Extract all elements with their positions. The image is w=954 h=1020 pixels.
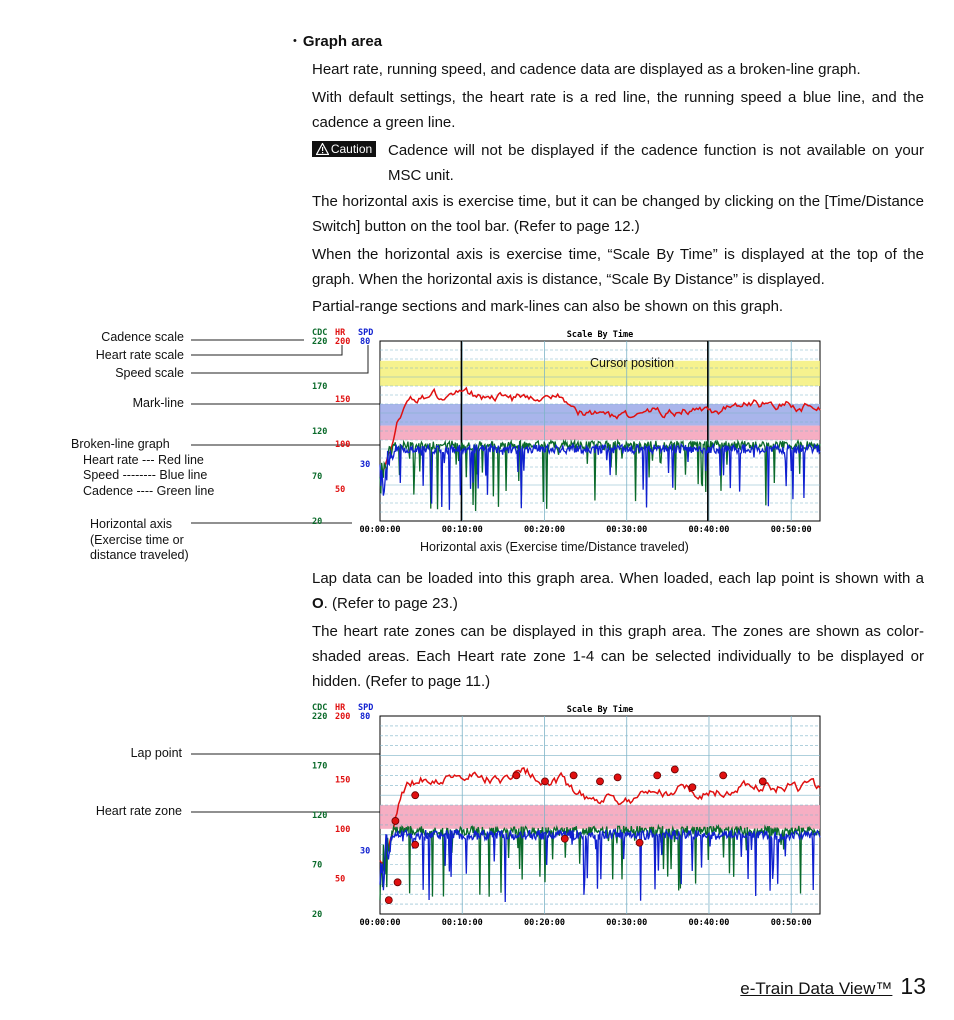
graph-title: Scale By Time bbox=[566, 705, 634, 715]
hr-tick: 50 bbox=[335, 874, 346, 885]
spd-tick: 80 bbox=[360, 337, 371, 347]
label-lap-point: Lap point bbox=[130, 746, 182, 760]
lap-point-8 bbox=[671, 766, 678, 773]
hr-tick: 100 bbox=[335, 440, 351, 450]
lap-point-13 bbox=[394, 879, 401, 886]
time-tick: 00:30:00 bbox=[606, 525, 648, 535]
lap-point-0 bbox=[392, 817, 399, 824]
label-cadence-scale: Cadence scale bbox=[101, 330, 184, 344]
graph-1 bbox=[308, 326, 824, 536]
spd-header: SPD bbox=[358, 328, 374, 338]
hr-tick: 150 bbox=[335, 775, 351, 786]
hr-header: HR bbox=[335, 328, 346, 338]
caution-text: Cadence will not be displayed if the cadence function is not available on your MSC unit. bbox=[388, 142, 924, 184]
graph-title: Scale By Time bbox=[566, 330, 634, 340]
hr-tick: 100 bbox=[335, 824, 351, 835]
page-number: 13 bbox=[900, 973, 926, 999]
label-horizontal-axis-note2: distance traveled) bbox=[90, 548, 189, 562]
paragraph-7: The heart rate zones can be displayed in this graph area. The zones are shown as color-shaded areas. Each Heart rate zone 1-4 can be selected individually to be displayed or hidden. (Refer to page 11.) bbox=[312, 623, 924, 690]
paragraph-6 bbox=[312, 566, 924, 616]
page-footer bbox=[740, 973, 926, 1000]
label-cursor-position: Cursor position bbox=[590, 356, 675, 370]
time-tick: 00:50:00 bbox=[770, 918, 812, 928]
paragraph-1: Heart rate, running speed, and cadence data are displayed as a broken-line graph. bbox=[312, 61, 861, 78]
paragraph-6b: . (Refer to page 23.) bbox=[323, 595, 458, 612]
label-hr-line: Heart rate --- Red line bbox=[83, 453, 204, 467]
paragraph-4: When the horizontal axis is exercise time, “Scale By Time” is displayed at the top of the graph. When the horizontal axis is distance, “Scale By Distance” is displayed. bbox=[312, 246, 924, 288]
cdc-tick: 70 bbox=[312, 860, 323, 871]
hr-header: HR bbox=[335, 703, 346, 713]
paragraph-5: Partial-range sections and mark-lines can also be shown on this graph. bbox=[312, 298, 784, 315]
label-heart-rate-zone: Heart rate zone bbox=[95, 804, 182, 818]
cdc-tick: 120 bbox=[312, 811, 328, 821]
zone-band-2 bbox=[380, 426, 820, 440]
figure1-caption: Horizontal axis (Exercise time/Distance traveled) bbox=[420, 540, 689, 554]
zone-band-0 bbox=[380, 805, 820, 829]
lap-point-6 bbox=[614, 774, 621, 781]
paragraph-2: With default settings, the heart rate is a red line, the running speed a blue line, and the cadence a green line. bbox=[312, 89, 924, 131]
lap-point-4 bbox=[570, 772, 577, 779]
label-horizontal-axis: Horizontal axis bbox=[90, 517, 172, 531]
lap-point-3 bbox=[542, 778, 549, 785]
cdc-tick: 20 bbox=[312, 517, 323, 527]
paragraph-3: The horizontal axis is exercise time, but it can be changed by clicking on the [Time/Distance Switch] button on the tool bar. (Refer to page 12.) bbox=[312, 193, 924, 235]
time-tick: 00:30:00 bbox=[606, 918, 648, 928]
time-tick: 00:10:00 bbox=[441, 525, 483, 535]
hr-tick: 50 bbox=[335, 485, 346, 495]
label-cadence-line: Cadence ---- Green line bbox=[83, 484, 215, 498]
label-horizontal-axis-note1: (Exercise time or bbox=[90, 533, 184, 547]
time-tick: 00:40:00 bbox=[688, 525, 730, 535]
lap-point-5 bbox=[597, 778, 604, 785]
lap-point-9 bbox=[689, 784, 696, 791]
time-tick: 00:10:00 bbox=[441, 918, 483, 928]
lap-point-15 bbox=[561, 835, 568, 842]
cdc-header: CDC bbox=[312, 703, 328, 713]
time-tick: 00:00:00 bbox=[359, 918, 401, 928]
time-tick: 00:50:00 bbox=[770, 525, 812, 535]
lap-point-10 bbox=[720, 772, 727, 779]
lap-symbol: O bbox=[312, 595, 324, 612]
time-tick: 00:40:00 bbox=[688, 918, 730, 928]
cdc-tick: 120 bbox=[312, 427, 328, 437]
cdc-tick: 220 bbox=[312, 712, 328, 722]
paragraph-6a: Lap data can be loaded into this graph area. When loaded, each lap point is shown with a bbox=[312, 570, 924, 587]
spd-header: SPD bbox=[358, 703, 374, 713]
cdc-tick: 170 bbox=[312, 761, 328, 772]
lap-point-2 bbox=[513, 772, 520, 779]
label-broken-line-graph: Broken-line graph bbox=[71, 437, 170, 451]
lap-point-16 bbox=[636, 839, 643, 846]
lap-point-7 bbox=[654, 772, 661, 779]
lap-point-14 bbox=[412, 841, 419, 848]
lap-point-12 bbox=[385, 897, 392, 904]
label-speed-line: Speed -------- Blue line bbox=[83, 468, 208, 482]
cdc-tick: 20 bbox=[312, 910, 323, 920]
cdc-tick: 70 bbox=[312, 472, 323, 482]
hr-tick: 200 bbox=[335, 712, 351, 722]
label-mark-line: Mark-line bbox=[132, 396, 184, 410]
hr-tick: 200 bbox=[335, 337, 351, 347]
spd-tick: 80 bbox=[360, 712, 371, 722]
time-tick: 00:20:00 bbox=[524, 525, 565, 535]
lap-point-11 bbox=[759, 778, 766, 785]
time-tick: 00:00:00 bbox=[359, 525, 401, 535]
label-speed-scale: Speed scale bbox=[115, 366, 184, 380]
graph-2 bbox=[308, 701, 824, 929]
label-heart-rate-scale: Heart rate scale bbox=[95, 348, 184, 362]
cdc-header: CDC bbox=[312, 328, 328, 338]
hr-tick: 150 bbox=[335, 395, 351, 405]
section-title: Graph area bbox=[302, 33, 383, 50]
cdc-tick: 220 bbox=[312, 337, 328, 347]
footer-brand: e-Train Data View™ bbox=[740, 979, 893, 998]
cdc-tick: 170 bbox=[312, 382, 328, 392]
spd-tick: 30 bbox=[360, 459, 371, 470]
bullet: • bbox=[293, 35, 297, 47]
time-tick: 00:20:00 bbox=[524, 918, 565, 928]
lap-point-1 bbox=[412, 792, 419, 799]
spd-tick: 30 bbox=[360, 846, 371, 857]
caution-label: Caution bbox=[330, 142, 373, 156]
zone-band-1 bbox=[380, 404, 820, 426]
